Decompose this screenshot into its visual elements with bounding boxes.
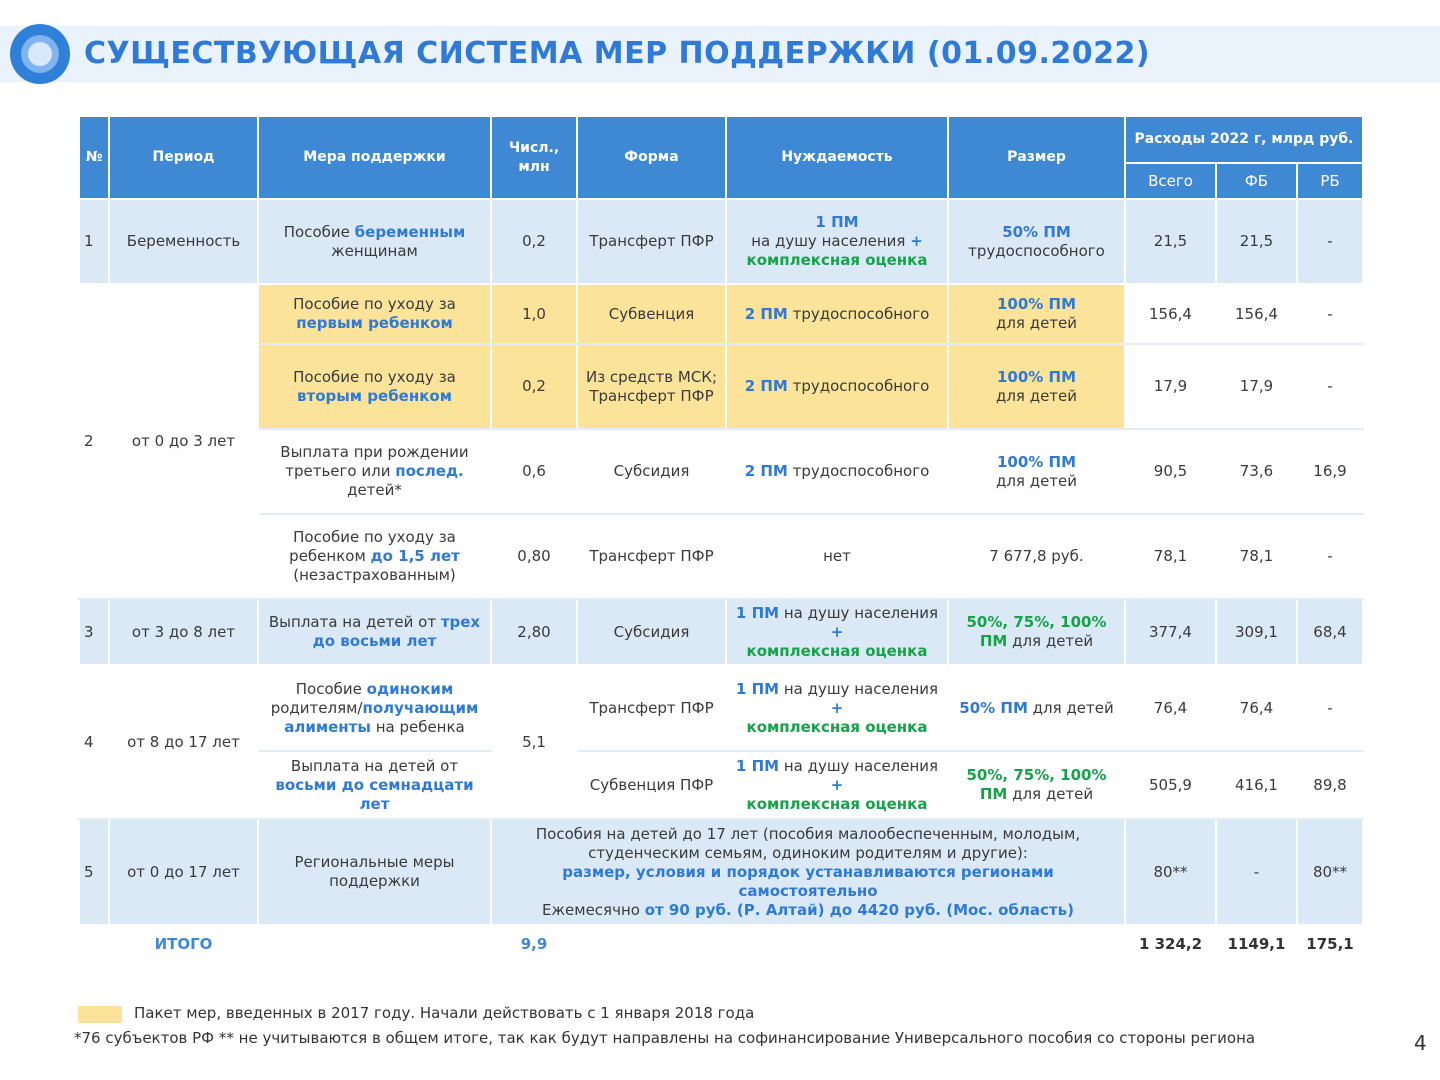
col-fb: ФБ: [1216, 163, 1297, 199]
logo-icon: [10, 24, 70, 84]
row-total: 80**: [1125, 819, 1216, 925]
table-row: [79, 819, 1363, 925]
row-form: Субвенция: [577, 284, 726, 344]
col-count: Числ., млн: [491, 116, 577, 199]
row-measure: Пособие по уходу за ребенком до 1,5 лет (незастрахованным): [258, 514, 491, 599]
row-regional-description: Пособия на детей до 17 лет (пособия малообеспеченным, молодым, студенческим семьям, одиноким родителям и другие): размер, условия и порядок устанавливаются регионами самостоятельно Ежемесячно от 90 руб. (Р. Алтай) до 4420 руб. (Мос. область): [491, 819, 1125, 925]
row-total: 17,9: [1125, 344, 1216, 429]
row-count: 5,1: [491, 665, 577, 819]
row-rb: -: [1297, 514, 1363, 599]
row-rb: -: [1297, 344, 1363, 429]
row-rb: -: [1297, 665, 1363, 751]
table-row: [79, 284, 1363, 344]
row-size: 50% ПМ трудоспособного: [948, 199, 1125, 284]
row-num: 3: [79, 599, 109, 665]
row-form: Трансферт ПФР: [577, 199, 726, 284]
row-form: Из средств МСК; Трансферт ПФР: [577, 344, 726, 429]
total-empty: [726, 925, 948, 963]
row-measure: Пособие по уходу за вторым ребенком: [258, 344, 491, 429]
row-need: нет: [726, 514, 948, 599]
header-row: [79, 116, 1363, 163]
col-period: Период: [109, 116, 258, 199]
row-measure: Выплата при рождении третьего или послед. детей*: [258, 429, 491, 514]
row-rb: 16,9: [1297, 429, 1363, 514]
row-measure: Пособие одиноким родителям/получающим алименты на ребенка: [258, 665, 491, 751]
row-fb: 78,1: [1216, 514, 1297, 599]
row-size: 100% ПМ для детей: [948, 284, 1125, 344]
row-rb: 89,8: [1297, 751, 1363, 819]
col-expenses: Расходы 2022 г, млрд руб.: [1125, 116, 1363, 163]
row-size: 100% ПМ для детей: [948, 429, 1125, 514]
table-row: [79, 429, 1363, 514]
row-size: 7 677,8 руб.: [948, 514, 1125, 599]
row-measure: Выплата на детей от трех до восьми лет: [258, 599, 491, 665]
total-row: [79, 925, 1363, 963]
row-count: 0,2: [491, 344, 577, 429]
table-row: [79, 751, 1363, 819]
row-count: 1,0: [491, 284, 577, 344]
legend-swatch: [78, 1006, 122, 1023]
row-fb: 17,9: [1216, 344, 1297, 429]
row-period: от 0 до 17 лет: [109, 819, 258, 925]
total-rb: 175,1: [1297, 925, 1363, 963]
row-need: 2 ПМ трудоспособного: [726, 429, 948, 514]
page-number: 4: [1414, 1031, 1427, 1055]
row-size: 50%, 75%, 100% ПМ для детей: [948, 751, 1125, 819]
row-total: 90,5: [1125, 429, 1216, 514]
row-rb: 80**: [1297, 819, 1363, 925]
row-count: 2,80: [491, 599, 577, 665]
row-rb: -: [1297, 284, 1363, 344]
footnote: *76 субъектов РФ ** не учитываются в общем итоге, так как будут направлены на софинансирование Универсального пособия со стороны региона: [74, 1029, 1256, 1047]
col-need: Нуждаемость: [726, 116, 948, 199]
row-period: Беременность: [109, 199, 258, 284]
col-measure: Мера поддержки: [258, 116, 491, 199]
total-empty: [948, 925, 1125, 963]
row-total: 377,4: [1125, 599, 1216, 665]
col-size: Размер: [948, 116, 1125, 199]
total-fb: 1149,1: [1216, 925, 1297, 963]
row-form: Трансферт ПФР: [577, 514, 726, 599]
row-form: Субсидия: [577, 599, 726, 665]
total-empty: [79, 925, 109, 963]
row-num: 1: [79, 199, 109, 284]
table-row: [79, 514, 1363, 599]
row-need: 1 ПМ на душу населения + комплексная оценка: [726, 199, 948, 284]
total-empty: [577, 925, 726, 963]
row-count: 0,2: [491, 199, 577, 284]
row-num: 4: [79, 665, 109, 819]
row-measure: Выплата на детей от восьми до семнадцати лет: [258, 751, 491, 819]
row-need: 1 ПМ на душу населения + комплексная оценка: [726, 665, 948, 751]
row-measure: Пособие беременным женщинам: [258, 199, 491, 284]
row-form: Субсидия: [577, 429, 726, 514]
col-form: Форма: [577, 116, 726, 199]
row-total: 76,4: [1125, 665, 1216, 751]
row-total: 78,1: [1125, 514, 1216, 599]
col-total: Всего: [1125, 163, 1216, 199]
row-total: 505,9: [1125, 751, 1216, 819]
table-row: [79, 344, 1363, 429]
row-num: 5: [79, 819, 109, 925]
row-period: от 0 до 3 лет: [109, 284, 258, 599]
row-fb: 416,1: [1216, 751, 1297, 819]
row-num: 2: [79, 284, 109, 599]
page-title: СУЩЕСТВУЮЩАЯ СИСТЕМА МЕР ПОДДЕРЖКИ (01.09.2022): [84, 36, 1151, 71]
row-period: от 8 до 17 лет: [109, 665, 258, 819]
table-row: [79, 665, 1363, 751]
table-row: [79, 599, 1363, 665]
total-label: ИТОГО: [109, 925, 258, 963]
row-fb: 21,5: [1216, 199, 1297, 284]
row-need: 1 ПМ на душу населения + комплексная оценка: [726, 599, 948, 665]
row-count: 0,80: [491, 514, 577, 599]
support-measures-table: [78, 115, 1364, 964]
row-size: 100% ПМ для детей: [948, 344, 1125, 429]
row-fb: 76,4: [1216, 665, 1297, 751]
row-rb: -: [1297, 199, 1363, 284]
row-measure: Региональные меры поддержки: [258, 819, 491, 925]
row-fb: 309,1: [1216, 599, 1297, 665]
legend-text: Пакет мер, введенных в 2017 году. Начали действовать с 1 января 2018 года: [134, 1004, 755, 1022]
row-count: 0,6: [491, 429, 577, 514]
row-need: 1 ПМ на душу населения + комплексная оценка: [726, 751, 948, 819]
total-count: 9,9: [491, 925, 577, 963]
table-row: [79, 199, 1363, 284]
row-fb: 156,4: [1216, 284, 1297, 344]
row-fb: 73,6: [1216, 429, 1297, 514]
row-total: 156,4: [1125, 284, 1216, 344]
row-need: 2 ПМ трудоспособного: [726, 344, 948, 429]
row-form: Субвенция ПФР: [577, 751, 726, 819]
row-form: Трансферт ПФР: [577, 665, 726, 751]
row-fb: -: [1216, 819, 1297, 925]
row-period: от 3 до 8 лет: [109, 599, 258, 665]
total-empty: [258, 925, 491, 963]
row-need: 2 ПМ трудоспособного: [726, 284, 948, 344]
row-size: 50% ПМ для детей: [948, 665, 1125, 751]
row-size: 50%, 75%, 100% ПМ для детей: [948, 599, 1125, 665]
row-total: 21,5: [1125, 199, 1216, 284]
col-num: №: [79, 116, 109, 199]
col-rb: РБ: [1297, 163, 1363, 199]
total-sum: 1 324,2: [1125, 925, 1216, 963]
row-rb: 68,4: [1297, 599, 1363, 665]
row-measure: Пособие по уходу за первым ребенком: [258, 284, 491, 344]
